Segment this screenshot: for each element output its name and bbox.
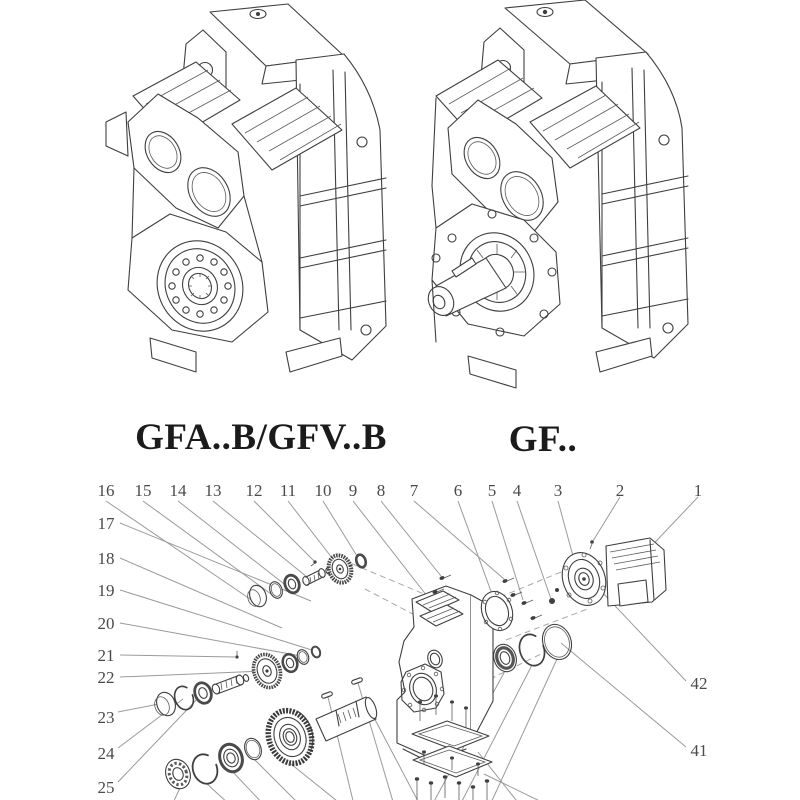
- callout-21: 21: [97, 646, 115, 665]
- callout-14: 14: [169, 481, 187, 500]
- callout-1: 1: [693, 481, 703, 500]
- motor: [555, 538, 666, 612]
- pinion-shaft: [211, 674, 250, 695]
- callout-7: 7: [409, 481, 419, 500]
- callout-20: 20: [97, 614, 115, 633]
- callout-16: 16: [97, 481, 115, 500]
- snap-ring: [515, 631, 548, 669]
- callout-9: 9: [348, 481, 358, 500]
- gearbox-iso-gf: [423, 0, 688, 388]
- pinion-shaft: [302, 567, 331, 586]
- spacer-collar: [355, 553, 368, 568]
- output-gear: [261, 704, 319, 769]
- shaft-keys: [321, 677, 363, 699]
- callout-18: 18: [97, 549, 115, 568]
- callout-2: 2: [615, 481, 625, 500]
- bearing: [216, 741, 246, 775]
- callout-11: 11: [279, 481, 297, 500]
- callout-41: 41: [690, 741, 708, 760]
- callout-22: 22: [97, 668, 115, 687]
- callout-17: 17: [97, 514, 115, 533]
- gearbox-iso-gfab: [106, 4, 386, 372]
- ball-bearing: [162, 756, 195, 792]
- motor-bolt: [590, 540, 594, 544]
- callout-19: 19: [97, 581, 115, 600]
- callout-42: 42: [690, 674, 708, 693]
- callout-24: 24: [97, 744, 115, 763]
- snap-ring: [189, 751, 222, 787]
- gear-first-stage: [325, 552, 355, 586]
- input-pinion-assembly: [245, 552, 367, 609]
- callout-13: 13: [204, 481, 222, 500]
- callout-6: 6: [453, 481, 463, 500]
- exploded-parts-diagram: [98, 481, 708, 800]
- washer: [242, 736, 265, 762]
- callout-23: 23: [97, 708, 115, 727]
- output-shaft: [316, 696, 379, 741]
- model-label-gfab: GFA..B/GFV..B: [135, 417, 387, 458]
- gear-second-stage: [249, 651, 285, 692]
- housing-side: [596, 52, 688, 358]
- seal-ring: [267, 580, 284, 600]
- callout-10: 10: [314, 481, 332, 500]
- callout-25: 25: [97, 778, 115, 797]
- callout-5: 5: [487, 481, 497, 500]
- callout-15: 15: [134, 481, 152, 500]
- terminal-box: [618, 580, 648, 606]
- callout-3: 3: [553, 481, 563, 500]
- callout-4: 4: [512, 481, 522, 500]
- model-label-gf: GF..: [508, 419, 578, 460]
- callout-8: 8: [376, 481, 386, 500]
- spacer: [310, 645, 321, 658]
- callout-12: 12: [245, 481, 263, 500]
